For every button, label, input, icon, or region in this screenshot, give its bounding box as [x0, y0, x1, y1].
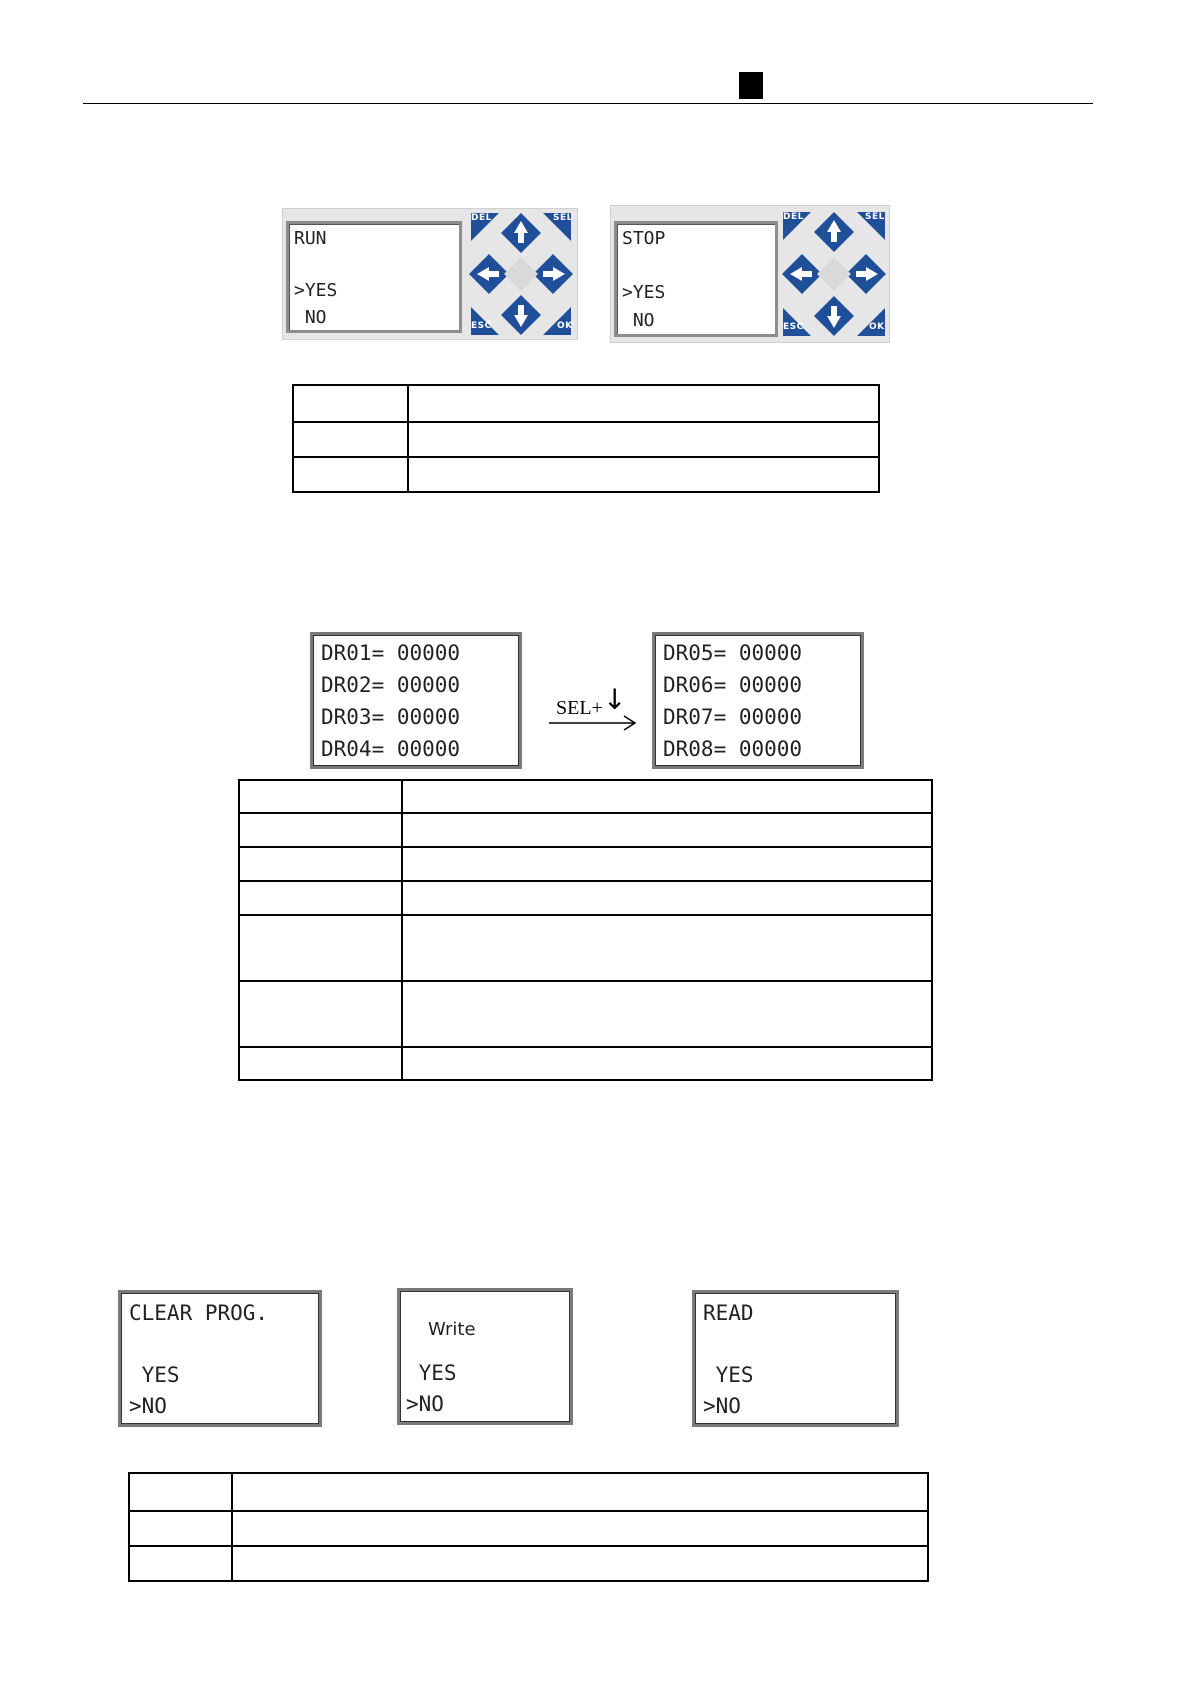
- write-screen: [397, 1288, 573, 1425]
- dr-line: DR02= 00000: [321, 673, 461, 697]
- clear-prog-no: >NO: [129, 1394, 167, 1418]
- stop-title: STOP: [622, 228, 666, 249]
- dr-screen-left: [310, 632, 522, 769]
- table-row: [293, 385, 879, 422]
- dr-line: DR08= 00000: [663, 737, 803, 761]
- arrow-left-icon: [469, 254, 509, 294]
- ok-key[interactable]: OK: [557, 321, 573, 331]
- program-table: [128, 1472, 929, 1582]
- arrow-right-icon: [533, 254, 573, 294]
- dr-line: DR06= 00000: [663, 673, 803, 697]
- table-cell: [239, 915, 402, 981]
- table-row: [293, 422, 879, 457]
- table-row: [239, 981, 932, 1047]
- sel-key[interactable]: SEL: [865, 212, 885, 222]
- table-row: [239, 1047, 932, 1080]
- header-rule: [83, 103, 1093, 104]
- table-row: [239, 847, 932, 881]
- table-cell: [129, 1511, 232, 1546]
- table-cell: [232, 1546, 928, 1581]
- write-yes: YES: [406, 1361, 457, 1385]
- dr-line: DR03= 00000: [321, 705, 461, 729]
- dr-line: DR05= 00000: [663, 641, 803, 665]
- read-screen: [692, 1290, 899, 1427]
- esc-key[interactable]: ESC: [783, 322, 804, 332]
- ok-key[interactable]: OK: [869, 322, 885, 332]
- read-no: >NO: [703, 1394, 741, 1418]
- table-cell: [293, 422, 408, 457]
- table-cell: [239, 981, 402, 1047]
- read-yes: YES: [703, 1363, 754, 1387]
- table-cell: [239, 881, 402, 915]
- table-cell: [408, 422, 879, 457]
- table-cell: [408, 385, 879, 422]
- table-row: [129, 1511, 928, 1546]
- table-cell: [232, 1511, 928, 1546]
- table-cell: [232, 1473, 928, 1511]
- stop-no-option: NO: [622, 310, 655, 331]
- stop-lcd: [614, 221, 778, 337]
- esc-key[interactable]: ESC: [471, 321, 492, 331]
- clear-prog-title: CLEAR PROG.: [129, 1301, 269, 1325]
- write-title: Write: [428, 1319, 476, 1340]
- del-key[interactable]: DEL: [471, 213, 492, 223]
- table-cell: [239, 780, 402, 813]
- dr-screen-right: [652, 632, 864, 769]
- table-cell: [129, 1473, 232, 1511]
- table-cell: [402, 780, 932, 813]
- sel-key[interactable]: SEL: [553, 213, 573, 223]
- arrow-down-icon: [501, 295, 541, 335]
- table-cell: [293, 457, 408, 492]
- data-register-table: [238, 779, 933, 1081]
- table-cell: [402, 881, 932, 915]
- table-cell: [402, 1047, 932, 1080]
- table-cell: [402, 847, 932, 881]
- arrow-down-icon: [814, 296, 854, 336]
- table-row: [239, 780, 932, 813]
- table-cell: [408, 457, 879, 492]
- arrow-right-icon: [846, 254, 886, 294]
- read-title: READ: [703, 1301, 754, 1325]
- table-cell: [239, 847, 402, 881]
- run-no-option: NO: [294, 307, 327, 328]
- arrow-up-icon: [501, 213, 541, 253]
- clear-prog-yes: YES: [129, 1363, 180, 1387]
- run-panel: [282, 208, 578, 340]
- dr-line: DR04= 00000: [321, 737, 461, 761]
- table-cell: [402, 915, 932, 981]
- arrow-left-icon: [782, 254, 822, 294]
- down-arrow-icon: ↓: [603, 683, 627, 716]
- header-marker: [739, 72, 763, 99]
- table-row: [239, 881, 932, 915]
- table-cell: [293, 385, 408, 422]
- table-cell: [239, 1047, 402, 1080]
- clear-prog-screen: [118, 1290, 322, 1427]
- del-key[interactable]: DEL: [783, 212, 804, 222]
- arrow-up-icon: [814, 212, 854, 252]
- table-cell: [402, 981, 932, 1047]
- table-cell: [239, 813, 402, 847]
- write-no: >NO: [406, 1392, 444, 1416]
- stop-panel: [610, 205, 890, 343]
- table-row: [239, 915, 932, 981]
- run-yes-option: >YES: [294, 280, 338, 301]
- run-stop-table: [292, 384, 880, 493]
- right-arrow-icon: [548, 714, 638, 732]
- run-keypad[interactable]: [465, 209, 577, 339]
- table-cell: [402, 813, 932, 847]
- sel-plus-label: SEL+: [556, 697, 603, 719]
- table-row: [129, 1473, 928, 1511]
- table-row: [239, 813, 932, 847]
- table-row: [129, 1546, 928, 1581]
- run-lcd: [286, 221, 462, 333]
- dr-line: DR01= 00000: [321, 641, 461, 665]
- stop-yes-option: >YES: [622, 282, 666, 303]
- stop-keypad[interactable]: [779, 208, 889, 340]
- run-title: RUN: [294, 228, 327, 249]
- dr-line: DR07= 00000: [663, 705, 803, 729]
- table-cell: [129, 1546, 232, 1581]
- table-row: [293, 457, 879, 492]
